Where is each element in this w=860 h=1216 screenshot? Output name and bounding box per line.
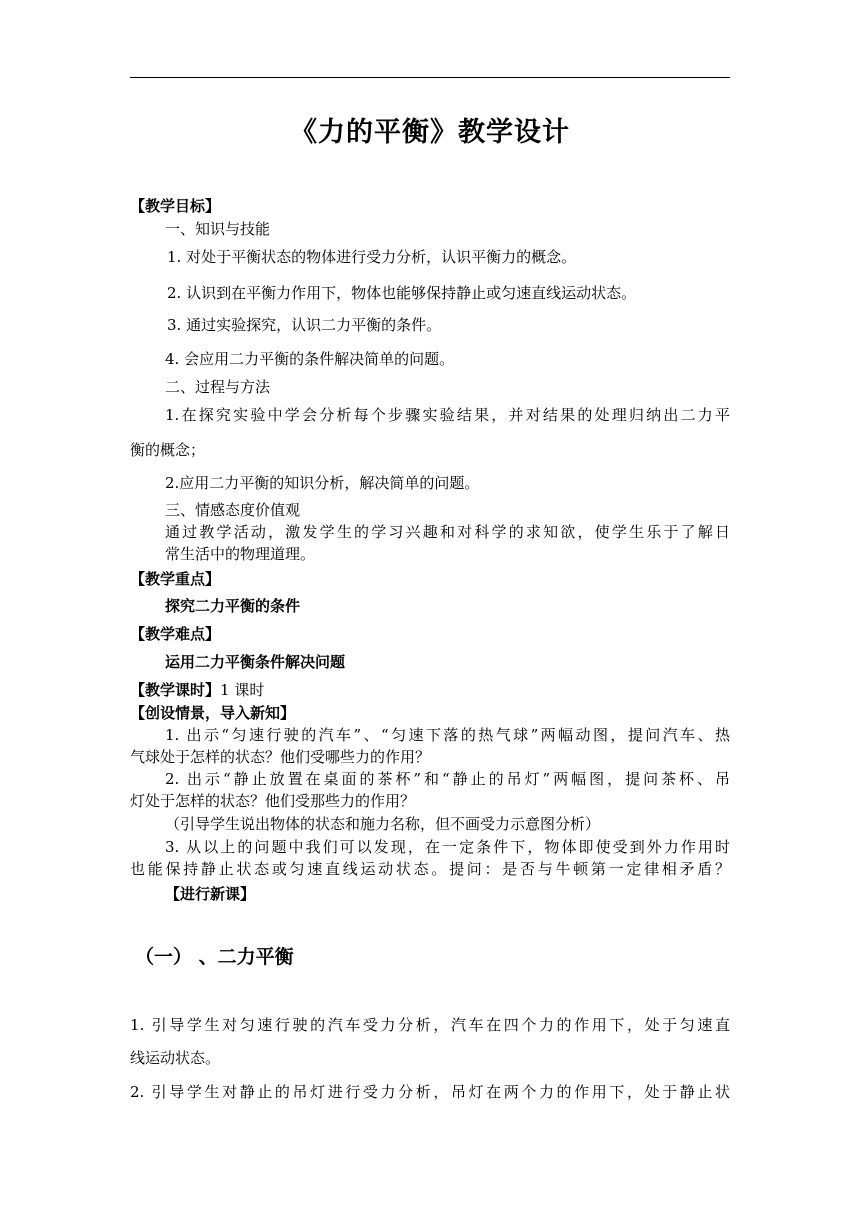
section-1-p1-line-1: 1. 引导学生对匀速行驶的汽车受力分析，汽车在四个力的作用下，处于匀速直 xyxy=(130,1016,730,1034)
process-heading: 二、过程与方法 xyxy=(165,378,271,396)
process-item-1-line-2: 衡的概念； xyxy=(130,441,206,459)
section-1-p2-line-1: 2. 引导学生对静止的吊灯进行受力分析，吊灯在两个力的作用下，处于静止状 xyxy=(130,1083,730,1101)
intro-p2-line-1: 2. 出示“静止放置在桌面的茶杯”和“静止的吊灯”两幅图，提问茶杯、吊 xyxy=(165,770,730,788)
knowledge-item-3: 3. 通过实验探究，认识二力平衡的条件。 xyxy=(167,316,442,334)
section-1-heading: （一） 、二力平衡 xyxy=(135,946,294,968)
hours-value: 1 课时 xyxy=(220,681,265,699)
hours-line xyxy=(130,680,264,700)
intro-p3-line-1: 3. 从以上的问题中我们可以发现，在一定条件下，物体即使受到外力作用时 xyxy=(165,838,730,856)
intro-p1-line-1: 1. 出示“匀速行驶的汽车”、“匀速下落的热气球”两幅动图，提问汽车、热 xyxy=(165,726,730,744)
difficulty-heading: 【教学难点】 xyxy=(130,625,221,643)
knowledge-item-4: 4. 会应用二力平衡的条件解决简单的问题。 xyxy=(165,350,455,368)
page-title: 《力的平衡》教学设计 xyxy=(290,117,570,148)
key-point-heading: 【教学重点】 xyxy=(130,570,221,588)
intro-p3-line-2: 也能保持静止状态或匀速直线运动状态。提问：是否与牛顿第一定律相矛盾？ xyxy=(130,860,730,878)
process-item-1-line-1: 1.在探究实验中学会分析每个步骤实验结果，并对结果的处理归纳出二力平 xyxy=(165,406,730,424)
knowledge-item-2: 2. 认识到在平衡力作用下，物体也能够保持静止或匀速直线运动状态。 xyxy=(167,284,637,302)
emotion-line-1: 通过教学活动，激发学生的学习兴趣和对科学的求知欲，使学生乐于了解日 xyxy=(165,523,730,541)
intro-p1-line-2: 气球处于怎样的状态？他们受哪些力的作用？ xyxy=(130,748,431,766)
key-point-content: 探究二力平衡的条件 xyxy=(165,597,301,615)
hours-heading: 【教学课时】 xyxy=(130,681,221,699)
emotion-line-2: 常生活中的物理道理。 xyxy=(165,545,316,563)
intro-p2-line-2: 灯处于怎样的状态？他们受那些力的作用？ xyxy=(130,792,416,810)
section-1-p1-line-2: 线运动状态。 xyxy=(130,1049,221,1067)
difficulty-content: 运用二力平衡条件解决问题 xyxy=(165,653,346,671)
intro-heading: 【创设情景，导入新知】 xyxy=(130,704,296,722)
header-rule xyxy=(130,77,730,78)
new-lesson-heading: 【进行新课】 xyxy=(165,885,256,903)
knowledge-heading: 一、知识与技能 xyxy=(165,220,271,238)
objectives-heading: 【教学目标】 xyxy=(130,197,221,215)
process-item-2: 2.应用二力平衡的知识分析，解决简单的问题。 xyxy=(165,474,480,492)
intro-note: （引导学生说出物体的状态和施力名称，但不画受力示意图分析） xyxy=(165,815,601,833)
knowledge-item-1: 1. 对处于平衡状态的物体进行受力分析，认识平衡力的概念。 xyxy=(167,248,577,266)
emotion-heading: 三、情感态度价值观 xyxy=(165,501,301,519)
